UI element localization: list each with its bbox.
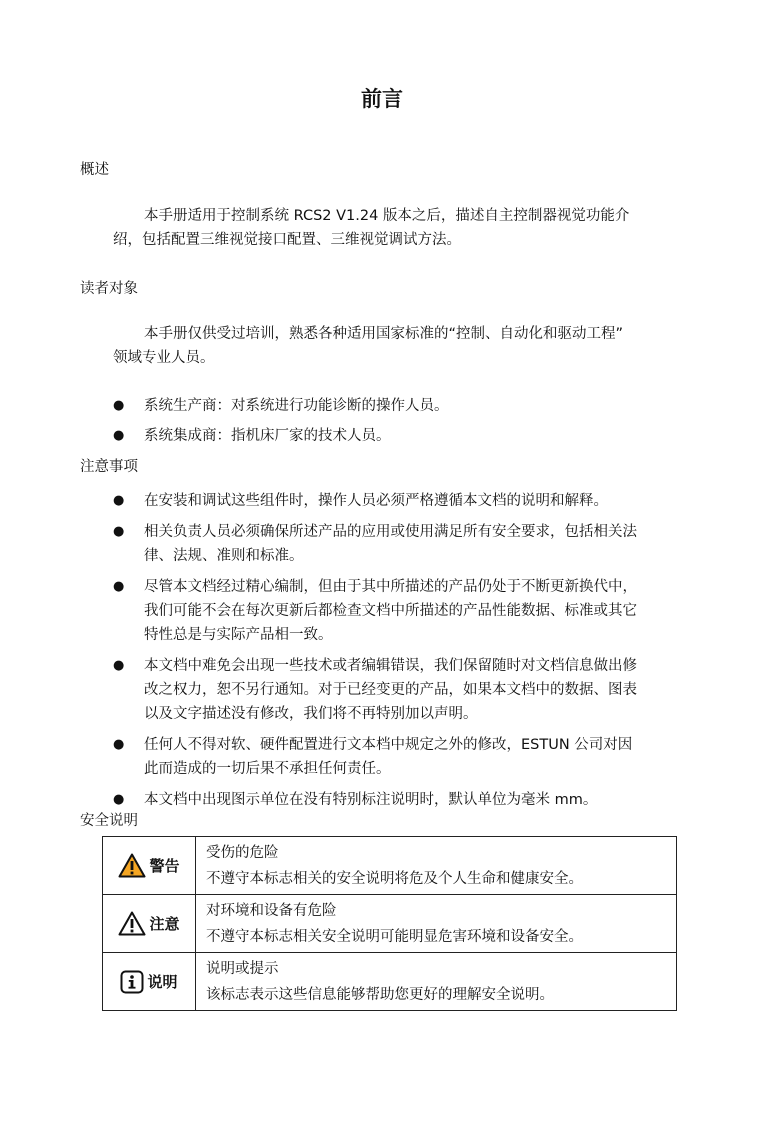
audience-line-1: 本手册仅供受过培训，熟悉各种适用国家标准的“控制、自动化和驱动工程” [144, 326, 624, 342]
row-title: 受伤的危险 [206, 844, 279, 861]
table-row [103, 837, 677, 895]
text-cell [196, 895, 677, 953]
table-row [103, 953, 677, 1011]
list-item: ● 在安装和调试这些组件时，操作人员必须严格遵循本文档的说明和解释。 [113, 489, 693, 513]
bullet-icon: ● [113, 579, 125, 594]
icon-cell [103, 895, 196, 953]
bullet-icon: ● [113, 792, 125, 807]
icon-cell [103, 953, 196, 1011]
list-item: ● 尽管本文档经过精心编制，但由于其中所描述的产品仍处于不断更新换代中， 我们可能不会在每次更新后都检查文档中所描述的产品性能数据、标准或其它 特性总是与实际产品相一致。 [113, 575, 693, 647]
list-item: ● 任何人不得对软、硬件配置进行文本档中规定之外的修改，ESTUN 公司对因 此而造成的一切后果不承担任何责任。 [113, 733, 693, 781]
audience-list [113, 394, 693, 448]
overview-line-1: 本手册适用于控制系统 RCS2 V1.24 版本之后，描述自主控制器视觉功能介 [144, 208, 630, 224]
list-item: ● 本文档中出现图示单位在没有特别标注说明时，默认单位为毫米 mm。 [113, 788, 693, 812]
row-desc: 该标志表示这些信息能够帮助您更好的理解安全说明。 [206, 986, 554, 1003]
overview-line-2: 绍，包括配置三维视觉接口配置、三维视觉调试方法。 [113, 232, 461, 248]
section-heading-notes: 注意事项 [80, 459, 138, 475]
row-desc: 不遵守本标志相关安全说明可能明显危害环境和设备安全。 [206, 928, 583, 945]
warning-triangle-outline-icon [118, 911, 146, 936]
note-label: 说明 [147, 972, 178, 991]
warning-label: 警告 [149, 856, 180, 875]
warning-triangle-orange-icon [118, 853, 146, 878]
icon-cell [103, 837, 196, 895]
page-title: 前言 [361, 87, 403, 111]
safety-table [102, 836, 677, 1011]
table-row [103, 895, 677, 953]
section-heading-safety: 安全说明 [80, 813, 138, 829]
row-title: 对环境和设备有危险 [206, 902, 337, 919]
list-item: ● 本文档中难免会出现一些技术或者编辑错误，我们保留随时对文档信息做出修 改之权力，恕不另行通知。对于已经变更的产品，如果本文档中的数据、图表 以及文字描述没有修改，我们将不再特别加以声明。 [113, 654, 693, 726]
row-title: 说明或提示 [206, 960, 279, 977]
bullet-icon: ● [113, 524, 125, 539]
bullet-icon: ● [113, 658, 125, 673]
list-item: ● 系统生产商：对系统进行功能诊断的操作人员。 [113, 394, 693, 418]
text-cell [196, 837, 677, 895]
bullet-icon: ● [113, 493, 125, 508]
bullet-icon: ● [113, 398, 125, 413]
section-heading-overview: 概述 [80, 162, 109, 178]
row-desc: 不遵守本标志相关的安全说明将危及个人生命和健康安全。 [206, 870, 583, 887]
text-cell [196, 953, 677, 1011]
bullet-icon: ● [113, 737, 125, 752]
audience-line-2: 领域专业人员。 [113, 350, 215, 366]
caution-label: 注意 [149, 914, 180, 933]
overview-paragraph [113, 204, 693, 252]
notes-list [113, 489, 693, 812]
bullet-icon: ● [113, 428, 125, 443]
section-heading-audience: 读者对象 [80, 281, 138, 297]
list-item: ● 系统集成商：指机床厂家的技术人员。 [113, 424, 693, 448]
audience-paragraph [113, 322, 693, 370]
info-box-icon [120, 970, 144, 994]
list-item: ● 相关负责人员必须确保所述产品的应用或使用满足所有安全要求，包括相关法 律、法规、准则和标准。 [113, 520, 693, 568]
